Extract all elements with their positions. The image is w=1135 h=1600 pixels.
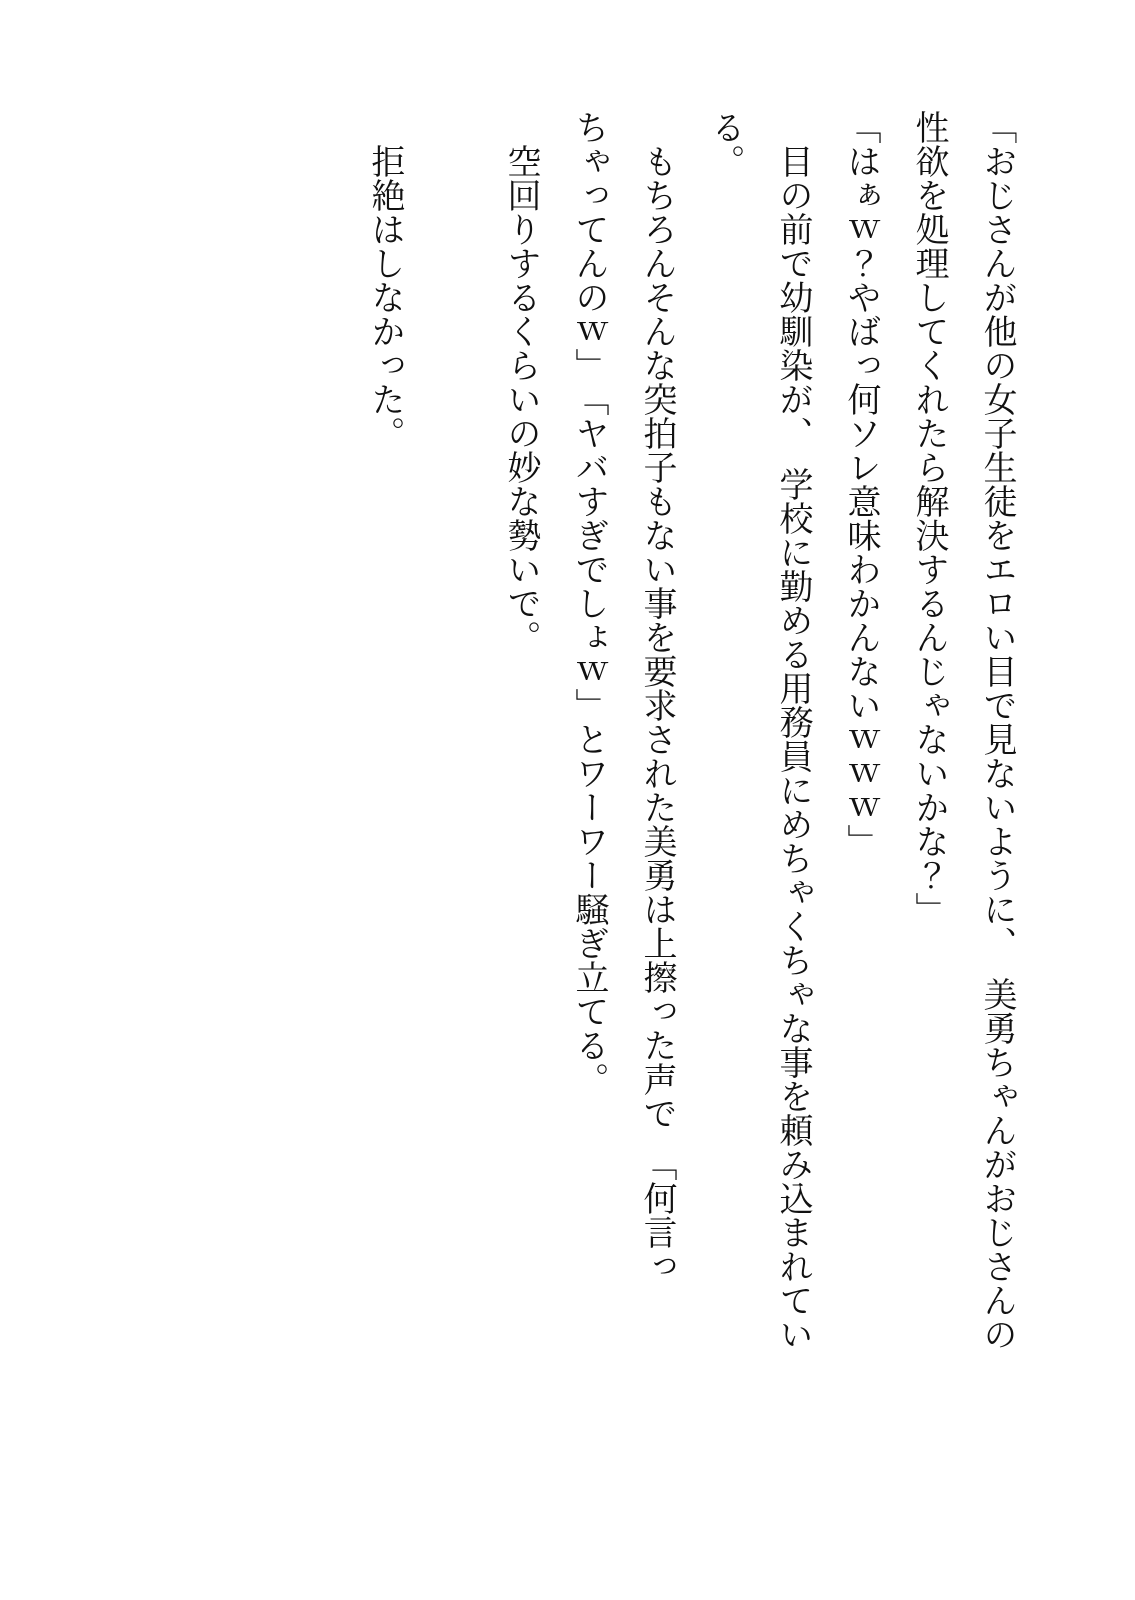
narration-line-4: 拒絶はしなかった。 bbox=[366, 144, 403, 450]
narration-line-1: 目の前で幼馴染が、 学校に勤める用務員にめちゃくちゃな事を頼み込まれている。 bbox=[706, 110, 811, 1351]
dialogue-line-1: 「おじさんが他の女子生徒をエロい目で見ないように、 美勇ちゃんがおじさんの性欲を処理してくれたら解決するんじゃないかな？」 bbox=[910, 110, 1015, 1351]
blank-line bbox=[418, 110, 486, 1380]
dialogue-line-2: 「はぁｗ？やばっ何ソレ意味わかんないｗｗｗ」 bbox=[842, 110, 879, 858]
narration-line-2: もちろんそんな突拍子もない事を要求された美勇は上擦った声で 「何言っちゃってんのｗ」 「ヤバすぎでしょｗ」とワーワー騒ぎ立てる。 bbox=[570, 110, 675, 1283]
narration-line-3: 空回りするくらいの妙な勢いで。 bbox=[502, 144, 539, 654]
vertical-text-block bbox=[350, 110, 1030, 1380]
